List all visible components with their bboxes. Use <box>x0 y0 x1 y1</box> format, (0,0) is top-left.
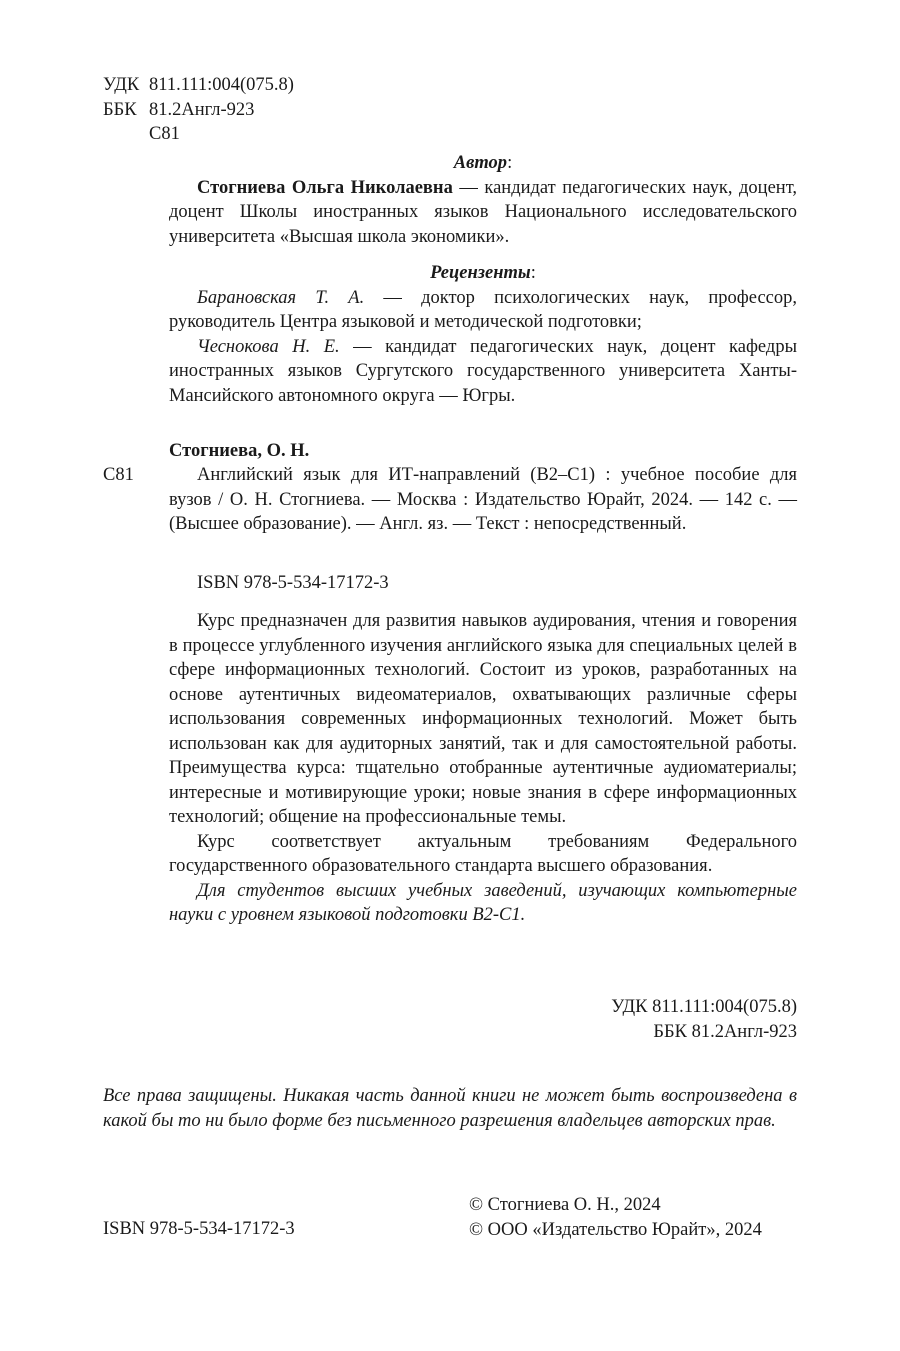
abstract <box>169 609 797 928</box>
abstract-paragraph: Курс предназначен для развития навыков аудирования, чтения и говорения в процессе углубленного изучения английского языка для специальных целей в сфере информационных технологий. Состоит из уроков, разработанных на основе аутентичных видеоматериалов, охватывающих различные сферы использования современных информационных технологий. Может быть использован как для аудиторных занятий, так и для самостоятельной работы. Преимущества курса: тщательно отобранные аутентичные аудиоматериалы; интересные и мотивирующие уроки; новые знания в сфере информационных технологий; общение на профессиональные темы. <box>169 611 797 827</box>
bbk-footer: ББК 81.2Англ-923 <box>653 1021 797 1042</box>
udk-label: УДК <box>103 75 140 95</box>
reviewer-item: Барановская Т. А. — доктор психологических наук, профессор, руководитель Центра языковой и методической подготовки; <box>169 287 797 332</box>
abstract-audience: Для студентов высших учебных заведений, изучающих компьютерные науки с уровнем языковой подготовки B2-C1. <box>169 880 797 925</box>
bibliographic-description: Английский язык для ИТ-направлений (B2–C1) : учебное пособие для вузов / О. Н. Стогниева. — Москва : Издательство Юрайт, 2024. — 142 с. — (Высшее образование). — Англ. яз. — Текст : непосредственный. <box>169 465 797 534</box>
author-section <box>169 151 797 249</box>
author-description: Стогниева Ольга Николаевна — кандидат педагогических наук, доцент, доцент Школы иностранных языков Национального исследовательского университета «Высшая школа экономики». <box>169 177 798 247</box>
classification-footer <box>611 995 797 1044</box>
reviewer-name: Чеснокова Н. Е. <box>197 336 340 357</box>
reviewers-heading: Рецензенты: <box>430 263 536 283</box>
abstract-paragraph: Курс соответствует актуальным требованиям Федерального государственного образовательного стандарта высшего образования. <box>169 831 797 876</box>
bbk-line <box>103 98 403 123</box>
author-heading: Автор: <box>453 153 513 173</box>
isbn-record: ISBN 978-5-534-17172-3 <box>197 573 389 593</box>
bibliographic-record <box>169 463 797 537</box>
reviewer-name: Барановская Т. А. <box>197 287 365 308</box>
author-name: Стогниева Ольга Николаевна <box>197 177 453 198</box>
copyright-author: © Стогниева О. Н., 2024 <box>469 1195 661 1215</box>
bibliographic-author-heading: Стогниева, О. Н. <box>169 441 310 461</box>
reviewer-item: Чеснокова Н. Е. — кандидат педагогических наук, доцент кафедры иностранных языков Сургутского государственного университета Ханты-Мансийского автономного округа — Югры. <box>169 336 797 406</box>
bbk-value: 81.2Англ-923 <box>149 99 255 120</box>
copyright-publisher: © ООО «Издательство Юрайт», 2024 <box>469 1219 762 1240</box>
udk-footer: УДК 811.111:004(075.8) <box>611 997 797 1017</box>
author-mark-top: С81 <box>149 124 180 144</box>
reviewers-section <box>169 261 797 408</box>
bbk-label: ББК <box>103 99 137 120</box>
classification-block <box>103 73 403 147</box>
author-mark-left: С81 <box>103 465 134 485</box>
udk-value: 811.111:004(075.8) <box>149 75 294 95</box>
isbn-footer: ISBN 978-5-534-17172-3 <box>103 1219 295 1239</box>
udk-line <box>103 73 403 98</box>
rights-notice: Все права защищены. Никакая часть данной книги не может быть воспроизведена в какой бы то ни было форме без письменного разрешения владельцев авторских прав. <box>103 1086 797 1131</box>
copyright-block <box>469 1193 762 1242</box>
